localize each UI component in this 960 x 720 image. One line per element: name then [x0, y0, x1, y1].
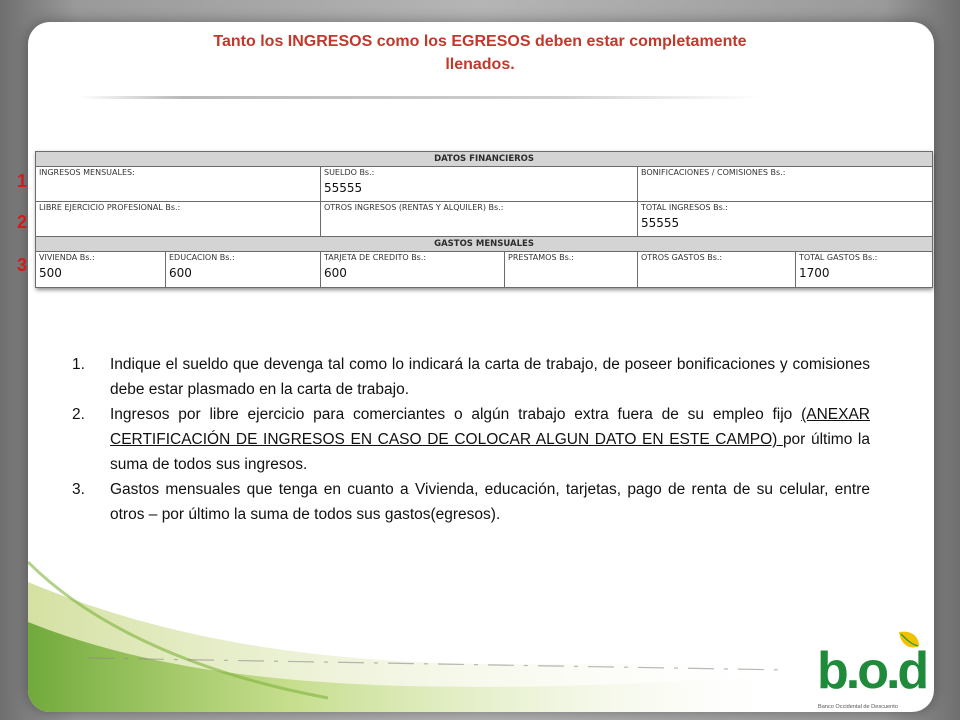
field-ingresos-mensuales[interactable]: [36, 167, 321, 202]
list-number: 3.: [72, 481, 85, 498]
field-libre-ejercicio[interactable]: [36, 202, 321, 237]
field-value: 500: [39, 266, 62, 280]
field-label: EDUCACION Bs.:: [169, 253, 235, 262]
field-label: TOTAL INGRESOS Bs.:: [641, 203, 728, 212]
field-label: TARJETA DE CREDITO Bs.:: [324, 253, 427, 262]
row-marker-3: 3: [16, 255, 27, 275]
title-underline-rule: [80, 96, 760, 99]
list-number: 2.: [72, 406, 85, 423]
field-label: VIVIENDA Bs.:: [39, 253, 95, 262]
section-title-datos-financieros: DATOS FINANCIEROS: [36, 152, 933, 167]
list-number: 1.: [72, 356, 85, 373]
instruction-underlined-text: (ANEXAR CERTIFICACIÓN DE INGRESOS EN CASO DE COLOCAR ALGUN DATO EN ESTE CAMPO): [110, 406, 870, 448]
field-educacion[interactable]: [166, 252, 321, 288]
field-total-gastos[interactable]: [796, 252, 933, 288]
row-marker-1: 1: [16, 171, 27, 191]
instruction-item-3: [72, 477, 870, 527]
slide-title-line2: llenados.: [445, 56, 515, 73]
instruction-item-2: [72, 402, 870, 477]
field-value: 600: [324, 266, 347, 280]
field-otros-ingresos[interactable]: [321, 202, 638, 237]
field-label: PRESTAMOS Bs.:: [508, 253, 574, 262]
slide-title-line1: Tanto los INGRESOS como los EGRESOS deben estar completamente: [213, 33, 747, 50]
field-bonificaciones-comisiones[interactable]: [638, 167, 933, 202]
section-header-row: [36, 152, 933, 167]
instruction-text: Indique el sueldo que devenga tal como lo indicará la carta de trabajo, de poseer bonificaciones y comisiones debe estar plasmado en la carta de trabajo.: [110, 356, 870, 398]
slide-title: [140, 30, 820, 76]
field-value: 1700: [799, 266, 830, 280]
field-value: 55555: [324, 181, 363, 195]
row-marker-2: 2: [16, 212, 27, 232]
field-prestamos[interactable]: [505, 252, 638, 288]
field-vivienda[interactable]: [36, 252, 166, 288]
field-label: OTROS GASTOS Bs.:: [641, 253, 723, 262]
instruction-text-end: por último la suma de todos sus ingresos.: [110, 431, 870, 473]
field-total-ingresos[interactable]: [638, 202, 933, 237]
field-label: SUELDO Bs.:: [324, 168, 375, 177]
field-sueldo[interactable]: [321, 167, 638, 202]
income-row-2: [36, 202, 933, 237]
logo-tagline: Banco Occidental de Descuento: [818, 704, 898, 710]
field-label: INGRESOS MENSUALES:: [39, 168, 135, 177]
financial-form-screenshot: [35, 151, 932, 288]
income-row-1: [36, 167, 933, 202]
field-otros-gastos[interactable]: [638, 252, 796, 288]
section-title-gastos-mensuales: GASTOS MENSUALES: [36, 237, 933, 252]
field-label: TOTAL GASTOS Bs.:: [799, 253, 878, 262]
field-value: 600: [169, 266, 192, 280]
field-value: 55555: [641, 216, 680, 230]
field-label: LIBRE EJERCICIO PROFESIONAL Bs.:: [39, 203, 181, 212]
field-label: BONIFICACIONES / COMISIONES Bs.:: [641, 168, 786, 177]
expenses-row: [36, 252, 933, 288]
bod-logo: [815, 628, 935, 718]
financial-form-table: [35, 151, 933, 288]
instruction-text: Ingresos por libre ejercicio para comerciantes o algún trabajo extra fuera de su empleo fijo: [110, 406, 802, 423]
field-tarjeta-credito[interactable]: [321, 252, 505, 288]
logo-wordmark: b.o.d: [817, 642, 927, 700]
instructions-list: [72, 352, 870, 527]
field-label: OTROS INGRESOS (RENTAS Y ALQUILER) Bs.:: [324, 203, 504, 212]
instruction-text: Gastos mensuales que tenga en cuanto a Vivienda, educación, tarjetas, pago de renta de su celular, entre otros – por último la suma de todos sus gastos(egresos).: [110, 481, 870, 523]
section-header-row: [36, 237, 933, 252]
instruction-item-1: [72, 352, 870, 402]
